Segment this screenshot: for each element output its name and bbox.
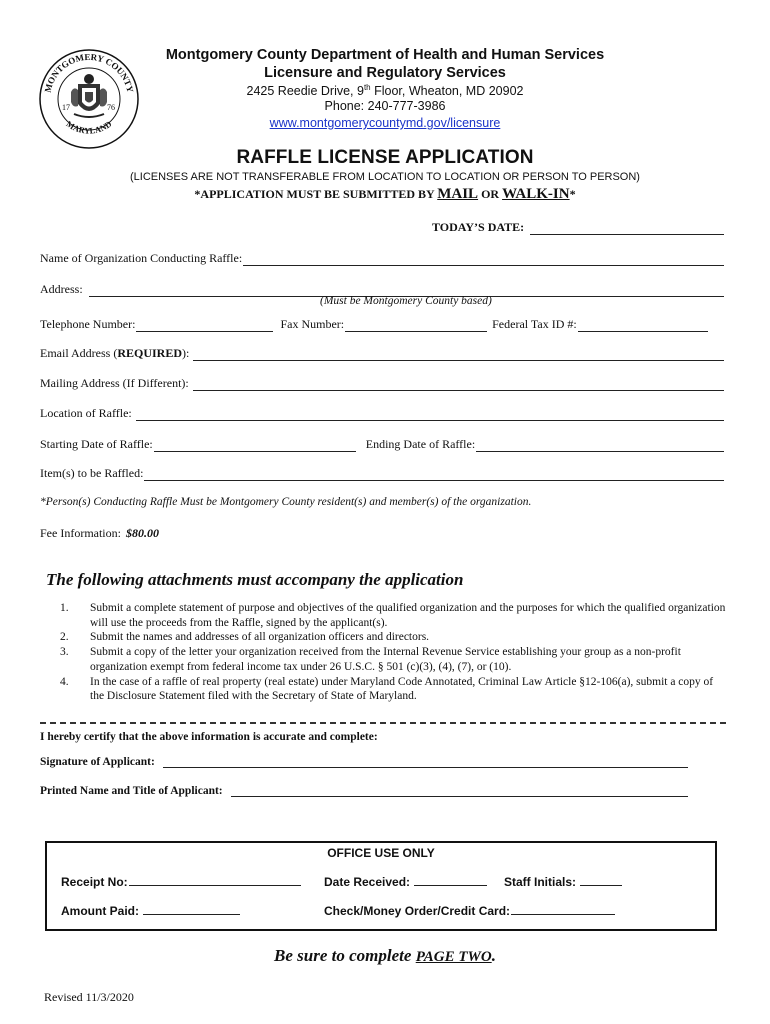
telephone-field[interactable]: Telephone Number: xyxy=(40,317,273,332)
transfer-notice: (LICENSES ARE NOT TRANSFERABLE FROM LOCATION TO LOCATION OR PERSON TO PERSON) xyxy=(130,171,640,183)
department-name: Montgomery County Department of Health and Human Services xyxy=(165,47,605,63)
page-title: RAFFLE LICENSE APPLICATION xyxy=(236,147,534,168)
signature-field[interactable] xyxy=(40,752,688,768)
email-line[interactable] xyxy=(193,349,724,361)
tax-id-field[interactable]: Federal Tax ID #: xyxy=(492,317,708,332)
list-item: 2. Submit the names and addresses of all organization officers and directors. xyxy=(60,631,430,644)
address-note: (Must be Montgomery County based) xyxy=(320,295,492,307)
submission-notice: *APPLICATION MUST BE SUBMITTED BY MAIL OR WALK-IN* xyxy=(194,186,576,202)
list-item: 1. Submit a complete statement of purpose and objectives of the qualified organization and the purposes for which the qualified organization will use the proceeds from the Raffle, signed by the applicant(s). xyxy=(60,602,726,629)
raffle-dates-row xyxy=(40,436,724,452)
signature-line[interactable] xyxy=(163,756,688,768)
start-date-line[interactable] xyxy=(154,440,356,452)
telephone-line[interactable] xyxy=(136,320,273,332)
list-item: 3. Submit a copy of the letter your organization received from the Internal Revenue Service establishing your group as a non-profit organization exempt from federal income tax under 26 U.S.C. § 501 (c)(3), (4), (7), or (10). xyxy=(60,646,681,673)
start-date-field[interactable]: Starting Date of Raffle: xyxy=(40,437,356,452)
todays-date-field[interactable] xyxy=(432,219,724,235)
contact-numbers-row xyxy=(40,316,724,332)
svg-text:MARYLAND xyxy=(65,119,114,136)
end-date-field[interactable]: Ending Date of Raffle: xyxy=(366,437,724,452)
resident-note: *Person(s) Conducting Raffle Must be Montgomery County resident(s) and member(s) of the organization. xyxy=(40,496,532,508)
attachments-title: The following attachments must accompany the application xyxy=(46,570,464,589)
list-item: 4. In the case of a raffle of real property (real estate) under Maryland Code Annotated, Criminal Law Article §12-106(a), submit a copy of the Disclosure Statement filed with the Secretary of State of Maryland. xyxy=(60,675,714,703)
receipt-field[interactable]: Receipt No: xyxy=(61,874,301,889)
todays-date-line[interactable] xyxy=(530,223,724,235)
website-link[interactable]: www.montgomerycountymd.gov/licensure xyxy=(269,116,501,130)
attachments-list xyxy=(60,601,726,704)
seal-bottom-text: MARYLAND xyxy=(64,118,114,136)
amount-paid-field[interactable]: Amount Paid: xyxy=(61,903,240,918)
payment-method-field[interactable]: Check/Money Order/Credit Card: xyxy=(324,903,615,918)
office-phone: Phone: 240-777-3986 xyxy=(324,99,446,113)
location-line[interactable] xyxy=(136,409,724,421)
location-field[interactable] xyxy=(40,405,724,421)
items-field[interactable] xyxy=(40,465,724,481)
fax-field[interactable]: Fax Number: xyxy=(280,317,487,332)
seal-year-left: 17 xyxy=(62,103,70,112)
org-name-line[interactable] xyxy=(243,254,724,266)
printed-name-line[interactable] xyxy=(231,785,688,797)
printed-name-label: Printed Name and Title of Applicant: xyxy=(40,785,223,797)
email-label: Email Address (REQUIRED): xyxy=(40,346,190,360)
printed-name-field[interactable] xyxy=(40,781,688,797)
end-date-line[interactable] xyxy=(476,440,724,452)
seal-year-right: 76 xyxy=(107,103,115,112)
section-divider xyxy=(40,722,726,724)
staff-initials-field[interactable]: Staff Initials: xyxy=(504,874,622,889)
fee-label: Fee Information: xyxy=(40,526,121,540)
office-address: 2425 Reedie Drive, 9th Floor, Wheaton, MD 20902 xyxy=(246,83,524,99)
email-field[interactable] xyxy=(40,345,724,361)
date-received-field[interactable]: Date Received: xyxy=(324,874,487,889)
county-seal-logo xyxy=(38,48,140,150)
mailing-address-label: Mailing Address (If Different): xyxy=(40,376,189,390)
division-name: Licensure and Regulatory Services xyxy=(264,65,506,81)
items-label: Item(s) to be Raffled: xyxy=(40,466,144,480)
org-name-label: Name of Organization Conducting Raffle: xyxy=(40,251,243,265)
items-line[interactable] xyxy=(144,469,724,481)
mailing-address-line[interactable] xyxy=(193,379,724,391)
todays-date-label: TODAY’S DATE: xyxy=(432,220,525,234)
seal-top-text: MONTGOMERY COUNTY xyxy=(42,51,136,94)
revision-date: Revised 11/3/2020 xyxy=(44,990,134,1004)
fee-info xyxy=(40,525,724,541)
office-use-box xyxy=(45,841,717,931)
office-use-heading: OFFICE USE ONLY xyxy=(327,846,435,860)
address-label: Address: xyxy=(40,282,83,296)
tax-id-line[interactable] xyxy=(578,320,708,332)
location-label: Location of Raffle: xyxy=(40,406,132,420)
certification-statement: I hereby certify that the above information is accurate and complete: xyxy=(40,731,378,743)
fax-line[interactable] xyxy=(345,320,487,332)
page-two-reminder: Be sure to complete PAGE TWO. xyxy=(274,946,496,965)
signature-label: Signature of Applicant: xyxy=(40,756,155,768)
fee-value: $80.00 xyxy=(125,526,159,540)
org-name-field[interactable] xyxy=(40,250,724,266)
mailing-address-field[interactable] xyxy=(40,375,724,391)
